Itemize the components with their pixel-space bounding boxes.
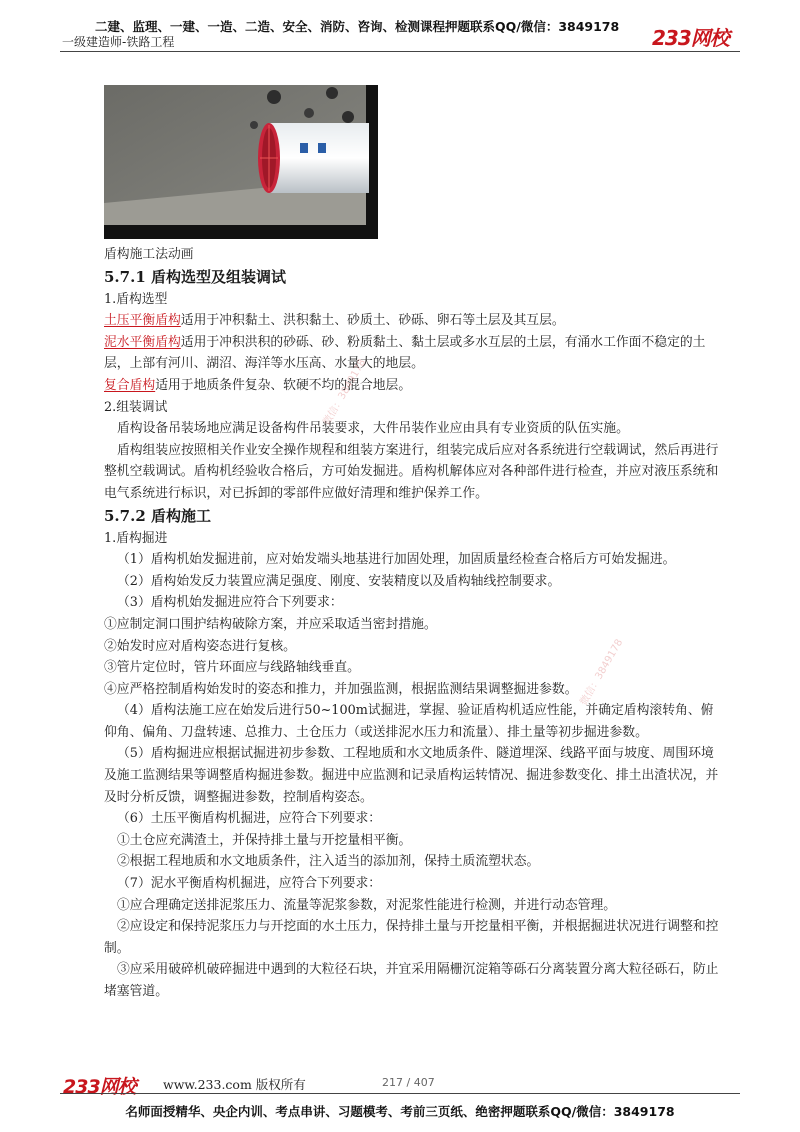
term-epb-shield[interactable]: 土压平衡盾构 xyxy=(104,313,181,329)
watermark: 微信：3849178 xyxy=(578,637,626,708)
footer-divider xyxy=(60,1093,740,1094)
paragraph-composite-shield: 复合盾构适用于地质条件复杂、软硬不均的混合地层。 xyxy=(104,377,412,393)
sub-list-item: ④应严格控制盾构始发时的姿态和推力，并加强监测，根据监测结果调整掘进参数。 xyxy=(104,681,578,697)
section-571-title: 5.7.1 盾构选型及组装调试 xyxy=(104,267,286,286)
term-slurry-shield[interactable]: 泥水平衡盾构 xyxy=(104,334,181,350)
header-divider xyxy=(60,51,740,52)
footer-brand-logo: 233网校 xyxy=(63,1076,136,1098)
list-item: （6）土压平衡盾构机掘进，应符合下列要求： xyxy=(117,811,382,827)
term-composite-shield[interactable]: 复合盾构 xyxy=(104,377,156,393)
footer-copyright[interactable]: www.233.com 版权所有 xyxy=(163,1077,306,1092)
paragraph-hoisting: 盾构设备吊装场地应满足设备构件吊装要求，大件吊装作业应由具有专业资质的队伍实施。 xyxy=(117,421,629,437)
paragraph-epb-shield: 土压平衡盾构适用于冲积黏土、洪积黏土、砂质土、砂砾、卵石等土层及其互层。 xyxy=(104,313,565,329)
sub-list-item: ②始发时应对盾构姿态进行复核。 xyxy=(104,638,296,654)
header-contact-line: 二建、监理、一建、一造、二造、安全、消防、咨询、检测课程押题联系QQ/微信：3849178 xyxy=(95,19,620,34)
list-item: （3）盾构机始发掘进应符合下列要求： xyxy=(117,595,343,611)
main-content xyxy=(104,244,726,1003)
subheading-shield-advance: 1.盾构掘进 xyxy=(104,530,168,546)
document-subtitle: 一级建造师-铁路工程 xyxy=(62,35,175,49)
sub-list-item: ②应设定和保持泥浆压力与开挖面的水土压力，保持排土量与开挖量相平衡，并根据掘进状况进行调整和控制。 xyxy=(104,919,719,956)
shield-tunneling-image xyxy=(104,85,378,239)
sub-list-item: ①土仓应充满渣土，并保持排土量与开挖量相平衡。 xyxy=(117,832,412,848)
sub-list-item: ②根据工程地质和水文地质条件，注入适当的添加剂，保持土质流塑状态。 xyxy=(117,854,540,870)
paragraph-slurry-shield: 泥水平衡盾构适用于冲积洪积的砂砾、砂、粉质黏土、黏土层或多水互层的土层，有涌水工作面不稳定的土层，上部有河川、湖沼、海洋等水压高、水量大的地层。 xyxy=(104,334,706,372)
subheading-shield-selection: 1.盾构选型 xyxy=(104,291,168,307)
watermark: 微信：3849178 xyxy=(321,357,369,428)
list-item: （4）盾构法施工应在始发后进行50~100m试掘进，掌握、验证盾构机适应性能，并确定盾构滚转角、俯仰角、偏角、刀盘转速、总推力、土仓压力（或送排泥水压力和流量）、排土量等初步掘进参数。 xyxy=(104,703,714,740)
sub-list-item: ③管片定位时，管片环面应与线路轴线垂直。 xyxy=(104,660,360,676)
page-number: 217 / 407 xyxy=(382,1076,435,1089)
sub-list-item: ①应合理确定送排泥浆压力、流量等泥浆参数，对泥浆性能进行检测，并进行动态管理。 xyxy=(117,897,617,913)
sub-list-item: ③应采用破碎机破碎掘进中遇到的大粒径石块，并宜采用隔栅沉淀箱等砾石分离装置分离大粒径砾石，防止堵塞管道。 xyxy=(104,962,719,999)
list-item: （1）盾构机始发掘进前，应对始发端头地基进行加固处理，加固质量经检查合格后方可始发掘进。 xyxy=(117,552,676,568)
list-item: （5）盾构掘进应根据试掘进初步参数、工程地质和水文地质条件、隧道埋深、线路平面与坡度、周围环境及施工监测结果等调整盾构掘进参数。掘进中应监测和记录盾构运转情况、掘进参数变化、排土出渣状况，并及时分析反馈，调整掘进参数，控制盾构姿态。 xyxy=(104,746,719,805)
paragraph-assembly: 盾构组装应按照相关作业安全操作规程和组装方案进行，组装完成后应对各系统进行空载调试，然后再进行整机空载调试。盾构机经验收合格后，方可始发掘进。盾构机解体应对各种部件进行检查，并应对液压系统和电气系统进行标识，对已拆卸的零部件应做好清理和维护保养工作。 xyxy=(104,442,719,501)
subheading-assembly: 2.组装调试 xyxy=(104,399,168,415)
brand-logo: 233网校 xyxy=(652,26,729,50)
list-item: （2）盾构始发反力装置应满足强度、刚度、安装精度以及盾构轴线控制要求。 xyxy=(117,573,561,589)
sub-list-item: ①应制定洞口围护结构破除方案，并应采取适当密封措施。 xyxy=(104,616,437,632)
footer-contact-line: 名师面授精华、央企内训、考点串讲、习题模考、考前三页纸、绝密押题联系QQ/微信：3849178 xyxy=(125,1104,675,1119)
list-item: （7）泥水平衡盾构机掘进，应符合下列要求： xyxy=(117,876,382,892)
shield-machine-illustration xyxy=(104,85,378,239)
section-572-title: 5.7.2 盾构施工 xyxy=(104,506,211,525)
figure-caption: 盾构施工法动画 xyxy=(104,247,194,262)
